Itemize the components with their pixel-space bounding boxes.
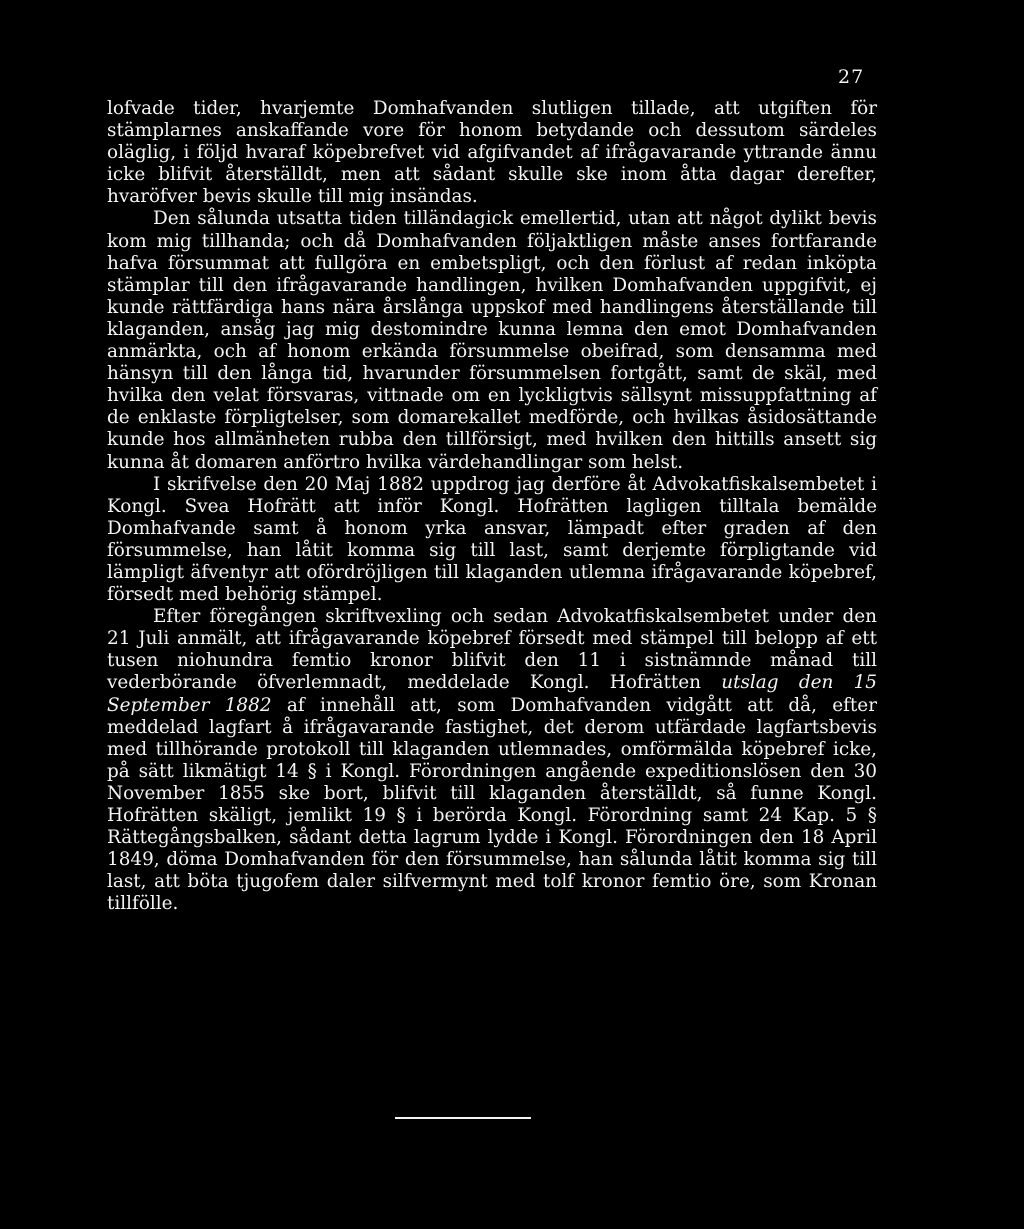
- paragraph-2: Den sålunda utsatta tiden tilländagick emellertid, utan att något dylikt bevis kom mig tillhanda; och då Domhafvanden följaktligen måste anses fortfarande hafva försummat att fullgöra en embetspligt, och den förlust af redan inköpta stämplar till den ifrågavarande handlingen, hvilken Domhafvanden uppgifvit, ej kunde rättfärdiga hans nära årslånga uppskof med handlingens återställande till klaganden, ansåg jag mig destomindre kunna lemna den emot Domhafvanden anmärkta, och af honom erkända försummelse obeifrad, som densamma med hänsyn till den långa tid, hvarunder försummelsen fortgått, samt de skäl, med hvilka den velat försvaras, vittnade om en lyckligtvis sällsynt missuppfattning af de enklaste förpligtelser, som domarekallet medförde, och hvilkas åsidosättande kunde hos allmänheten rubba den tillförsigt, med hvilken den hittills ansett sig kunna åt domaren anförtro hvilka värdehandlingar som helst.: [107, 208, 877, 473]
- closing-rule: [395, 1117, 531, 1119]
- paragraph-4-italic-phrase: utslag den 15 September 1882: [107, 672, 877, 716]
- paragraph-4-rest: af innehåll att, som Domhafvanden vidgått att då, efter meddelad lagfart å ifrågavarande fastighet, det derom utfärdade lagfartsbevis med tillhörande protokoll till klaganden utlemnades, omförmälda köpebref icke, på sätt likmätigt 14 § i Kongl. Förordningen angående expeditionslösen den 30 November 1855 ske bort, blifvit till klaganden återställdt, så funne Kongl. Hofrätten skäligt, jemlikt 19 § i berörda Kongl. Förordning samt 24 Kap. 5 § Rättegångsbalken, sådant detta lagrum lydde i Kongl. Förordningen den 18 April 1849, döma Domhafvanden för den försummelse, han sålunda låtit komma sig till last, att böta tjugofem daler silfvermynt med tolf kronor femtio öre, som Kronan tillfölle.: [107, 694, 877, 915]
- page-number: 27: [838, 66, 865, 88]
- body-text: [107, 98, 877, 915]
- paragraph-4: [107, 606, 877, 915]
- paragraph-3: I skrifvelse den 20 Maj 1882 uppdrog jag derföre åt Advokatfiskalsembetet i Kongl. Svea Hofrätt att inför Kongl. Hofrätten lagligen tilltala bemälde Domhafvande samt å honom yrka ansvar, lämpadt efter graden af den försummelse, han låtit komma sig till last, samt derjemte förpligtande vid lämpligt äfventyr att ofördröjligen till klaganden utlemna ifrågavarande köpebref, försedt med behörig stämpel.: [107, 473, 877, 606]
- paragraph-1: lofvade tider, hvarjemte Domhafvanden slutligen tillade, att utgiften för stämplarnes anskaffande vore för honom betydande och dessutom särdeles oläglig, i följd hvaraf köpebrefvet vid afgifvandet af ifrågavarande yttrande ännu icke blifvit återställdt, men att sådant skulle ske inom åtta dagar derefter, hvaröfver bevis skulle till mig insändas.: [107, 98, 877, 208]
- paragraph-4-lead: Efter föregången skriftvexling och sedan Advokatfiskalsembetet under den 21 Juli anmält, att ifrågavarande köpebref försedt med stämpel till belopp af ett tusen niohundra femtio kronor blifvit den 11 i sistnämnde månad till vederbörande öfverlemnadt, meddelade Kongl. Hofrätten: [107, 606, 877, 694]
